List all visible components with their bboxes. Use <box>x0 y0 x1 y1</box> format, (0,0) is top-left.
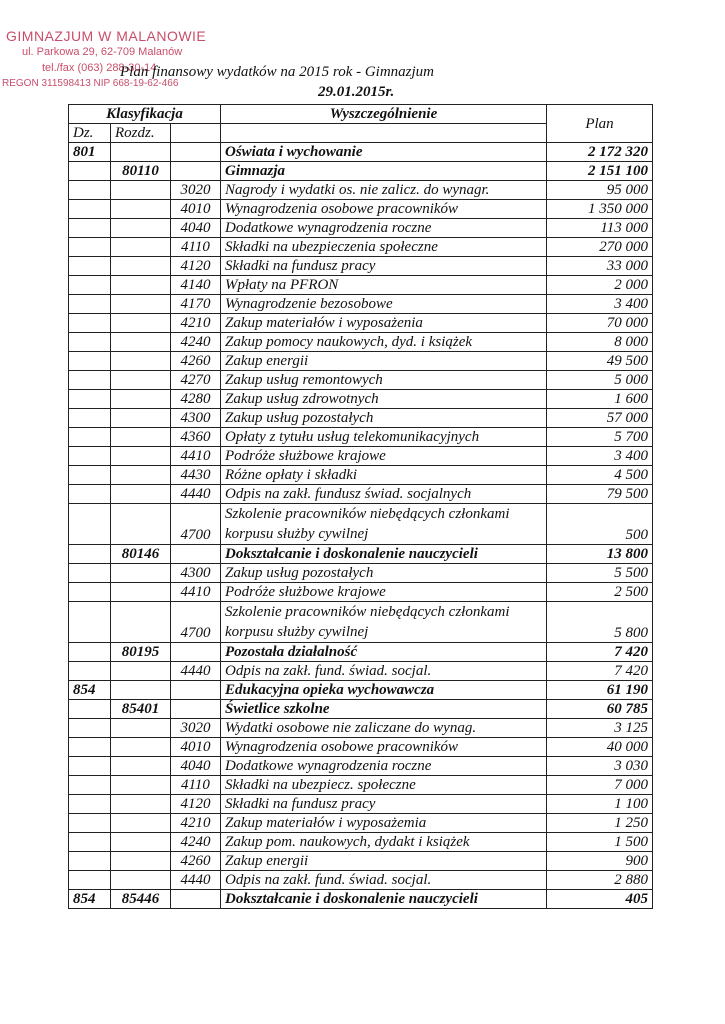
cell-dz <box>69 314 111 333</box>
cell-paragraf: 4040 <box>171 757 221 776</box>
cell-plan: 49 500 <box>547 352 653 371</box>
cell-description: Szkolenie pracowników niebędących członkami korpusu służby cywilnej <box>221 504 547 545</box>
cell-description: Dodatkowe wynagrodzenia roczne <box>221 757 547 776</box>
cell-dz <box>69 238 111 257</box>
cell-plan: 79 500 <box>547 485 653 504</box>
table-row <box>69 181 653 200</box>
cell-dz <box>69 852 111 871</box>
cell-paragraf: 4300 <box>171 564 221 583</box>
table-row <box>69 852 653 871</box>
cell-plan: 5 000 <box>547 371 653 390</box>
cell-plan: 2 000 <box>547 276 653 295</box>
cell-paragraf <box>171 143 221 162</box>
cell-paragraf: 4700 <box>171 602 221 643</box>
cell-description: Wydatki osobowe nie zaliczane do wynag. <box>221 719 547 738</box>
table-row <box>69 602 653 643</box>
cell-dz <box>69 333 111 352</box>
cell-dz <box>69 662 111 681</box>
cell-paragraf: 4430 <box>171 466 221 485</box>
cell-rozdz <box>111 143 171 162</box>
cell-rozdz <box>111 219 171 238</box>
cell-dz <box>69 814 111 833</box>
cell-paragraf: 4440 <box>171 662 221 681</box>
cell-paragraf <box>171 890 221 909</box>
cell-rozdz <box>111 447 171 466</box>
cell-rozdz <box>111 333 171 352</box>
stamp-line-name: GIMNAZJUM W MALANOWIE <box>6 28 207 44</box>
cell-rozdz <box>111 504 171 545</box>
table-row <box>69 871 653 890</box>
table-row <box>69 238 653 257</box>
table-row <box>69 295 653 314</box>
cell-paragraf: 4010 <box>171 200 221 219</box>
cell-rozdz: 80146 <box>111 545 171 564</box>
cell-plan: 40 000 <box>547 738 653 757</box>
cell-plan: 57 000 <box>547 409 653 428</box>
cell-rozdz <box>111 833 171 852</box>
cell-dz <box>69 795 111 814</box>
cell-plan: 270 000 <box>547 238 653 257</box>
table-row <box>69 700 653 719</box>
cell-dz <box>69 295 111 314</box>
cell-dz <box>69 352 111 371</box>
cell-dz <box>69 200 111 219</box>
cell-rozdz <box>111 238 171 257</box>
cell-description: Składki na fundusz pracy <box>221 795 547 814</box>
table-body <box>69 143 653 909</box>
cell-rozdz <box>111 295 171 314</box>
table-row <box>69 545 653 564</box>
cell-dz <box>69 776 111 795</box>
cell-dz <box>69 162 111 181</box>
cell-rozdz <box>111 871 171 890</box>
cell-description: Opłaty z tytułu usług telekomunikacyjnych <box>221 428 547 447</box>
cell-rozdz <box>111 276 171 295</box>
cell-description: Zakup usług remontowych <box>221 371 547 390</box>
stamp-line-address: ul. Parkowa 29, 62-709 Malanów <box>22 46 183 58</box>
cell-paragraf: 4120 <box>171 795 221 814</box>
cell-dz <box>69 833 111 852</box>
cell-plan: 2 172 320 <box>547 143 653 162</box>
cell-plan: 3 030 <box>547 757 653 776</box>
cell-plan: 60 785 <box>547 700 653 719</box>
cell-plan: 3 125 <box>547 719 653 738</box>
table-row <box>69 757 653 776</box>
table-row <box>69 485 653 504</box>
table-row <box>69 662 653 681</box>
cell-dz <box>69 719 111 738</box>
table-row <box>69 564 653 583</box>
cell-dz: 854 <box>69 890 111 909</box>
cell-dz <box>69 257 111 276</box>
cell-plan: 113 000 <box>547 219 653 238</box>
table-row <box>69 390 653 409</box>
cell-paragraf: 4210 <box>171 814 221 833</box>
cell-rozdz <box>111 466 171 485</box>
cell-paragraf: 4170 <box>171 295 221 314</box>
cell-description: Zakup materiałów i wyposażenia <box>221 314 547 333</box>
document-date: 29.01.2015r. <box>318 84 395 100</box>
cell-description: Pozostała działalność <box>221 643 547 662</box>
header-empty <box>221 124 547 143</box>
cell-dz <box>69 564 111 583</box>
cell-description: Wynagrodzenia osobowe pracowników <box>221 738 547 757</box>
cell-dz <box>69 390 111 409</box>
table-row <box>69 333 653 352</box>
table-row <box>69 890 653 909</box>
cell-rozdz: 80110 <box>111 162 171 181</box>
cell-rozdz <box>111 738 171 757</box>
cell-rozdz <box>111 371 171 390</box>
cell-dz: 801 <box>69 143 111 162</box>
cell-description: Wynagrodzenie bezosobowe <box>221 295 547 314</box>
table-row <box>69 719 653 738</box>
table-row <box>69 583 653 602</box>
cell-rozdz <box>111 719 171 738</box>
cell-description: Składki na ubezpiecz. społeczne <box>221 776 547 795</box>
cell-description: Zakup materiałów i wyposażemia <box>221 814 547 833</box>
cell-description: Dodatkowe wynagrodzenia roczne <box>221 219 547 238</box>
cell-plan: 1 100 <box>547 795 653 814</box>
stamp-line-regon: REGON 311598413 NIP 668-19-62-466 <box>2 78 179 89</box>
cell-rozdz <box>111 564 171 583</box>
cell-rozdz <box>111 814 171 833</box>
cell-plan: 7 420 <box>547 662 653 681</box>
table-row <box>69 504 653 545</box>
cell-plan: 33 000 <box>547 257 653 276</box>
cell-rozdz <box>111 583 171 602</box>
table-row <box>69 162 653 181</box>
header-plan: Plan <box>547 105 653 143</box>
cell-dz <box>69 871 111 890</box>
cell-plan: 7 000 <box>547 776 653 795</box>
cell-rozdz <box>111 257 171 276</box>
table-row <box>69 409 653 428</box>
cell-rozdz <box>111 314 171 333</box>
cell-paragraf <box>171 162 221 181</box>
cell-paragraf: 4300 <box>171 409 221 428</box>
cell-dz <box>69 504 111 545</box>
cell-rozdz: 85446 <box>111 890 171 909</box>
cell-plan: 500 <box>547 504 653 545</box>
cell-description: Zakup pomocy naukowych, dyd. i książek <box>221 333 547 352</box>
cell-dz <box>69 181 111 200</box>
cell-description: Zakup energii <box>221 352 547 371</box>
cell-plan: 3 400 <box>547 447 653 466</box>
cell-description: Nagrody i wydatki os. nie zalicz. do wynagr. <box>221 181 547 200</box>
table-row <box>69 352 653 371</box>
cell-plan: 2 500 <box>547 583 653 602</box>
cell-plan: 61 190 <box>547 681 653 700</box>
cell-rozdz <box>111 485 171 504</box>
cell-rozdz <box>111 852 171 871</box>
cell-description: Zakup usług zdrowotnych <box>221 390 547 409</box>
cell-rozdz <box>111 352 171 371</box>
cell-paragraf <box>171 545 221 564</box>
header-klasyfikacja: Klasyfikacja <box>69 105 221 124</box>
cell-rozdz <box>111 428 171 447</box>
table-row <box>69 200 653 219</box>
cell-paragraf: 4440 <box>171 485 221 504</box>
cell-rozdz <box>111 681 171 700</box>
cell-dz: 854 <box>69 681 111 700</box>
cell-paragraf: 4410 <box>171 583 221 602</box>
cell-description: Edukacyjna opieka wychowawcza <box>221 681 547 700</box>
table-row <box>69 314 653 333</box>
cell-paragraf: 4010 <box>171 738 221 757</box>
cell-dz <box>69 485 111 504</box>
cell-rozdz <box>111 409 171 428</box>
cell-description: Szkolenie pracowników niebędących członkami korpusu służby cywilnej <box>221 602 547 643</box>
cell-description: Zakup energii <box>221 852 547 871</box>
cell-paragraf: 4700 <box>171 504 221 545</box>
table-row <box>69 795 653 814</box>
cell-paragraf: 4410 <box>171 447 221 466</box>
cell-description: Dokształcanie i doskonalenie nauczycieli <box>221 890 547 909</box>
cell-description: Dokształcanie i doskonalenie nauczycieli <box>221 545 547 564</box>
cell-rozdz <box>111 662 171 681</box>
cell-plan: 5 800 <box>547 602 653 643</box>
header-rozdz: Rozdz. <box>111 124 171 143</box>
header-wyszczegolnienie: Wyszczególnienie <box>221 105 547 124</box>
cell-paragraf: 4110 <box>171 238 221 257</box>
cell-plan: 7 420 <box>547 643 653 662</box>
cell-rozdz <box>111 200 171 219</box>
cell-dz <box>69 466 111 485</box>
table-row <box>69 776 653 795</box>
cell-description: Odpis na zakł. fundusz świad. socjalnych <box>221 485 547 504</box>
cell-paragraf <box>171 700 221 719</box>
cell-description: Składki na ubezpieczenia społeczne <box>221 238 547 257</box>
cell-paragraf <box>171 681 221 700</box>
table-row <box>69 276 653 295</box>
cell-plan: 4 500 <box>547 466 653 485</box>
table-row <box>69 447 653 466</box>
cell-description: Składki na fundusz pracy <box>221 257 547 276</box>
header-par <box>171 124 221 143</box>
cell-dz <box>69 545 111 564</box>
cell-dz <box>69 738 111 757</box>
cell-description: Podróże służbowe krajowe <box>221 583 547 602</box>
cell-paragraf: 3020 <box>171 719 221 738</box>
cell-dz <box>69 602 111 643</box>
cell-plan: 3 400 <box>547 295 653 314</box>
table-row <box>69 814 653 833</box>
cell-plan: 13 800 <box>547 545 653 564</box>
cell-description: Wpłaty na PFRON <box>221 276 547 295</box>
cell-plan: 1 600 <box>547 390 653 409</box>
cell-dz <box>69 276 111 295</box>
table-row <box>69 371 653 390</box>
cell-plan: 405 <box>547 890 653 909</box>
cell-plan: 8 000 <box>547 333 653 352</box>
cell-rozdz <box>111 181 171 200</box>
cell-description: Odpis na zakł. fund. świad. socjal. <box>221 871 547 890</box>
cell-paragraf: 4040 <box>171 219 221 238</box>
table-row <box>69 219 653 238</box>
cell-paragraf: 4110 <box>171 776 221 795</box>
table-row <box>69 833 653 852</box>
document-title: Plan finansowy wydatków na 2015 rok - Gimnazjum <box>120 64 435 80</box>
cell-description: Świetlice szkolne <box>221 700 547 719</box>
cell-plan: 2 151 100 <box>547 162 653 181</box>
cell-description: Zakup usług pozostałych <box>221 564 547 583</box>
cell-description: Podróże służbowe krajowe <box>221 447 547 466</box>
cell-description: Oświata i wychowanie <box>221 143 547 162</box>
cell-dz <box>69 219 111 238</box>
cell-dz <box>69 371 111 390</box>
cell-dz <box>69 428 111 447</box>
header-dz: Dz. <box>69 124 111 143</box>
school-stamp <box>2 28 206 92</box>
cell-plan: 70 000 <box>547 314 653 333</box>
cell-dz <box>69 643 111 662</box>
cell-dz <box>69 583 111 602</box>
cell-rozdz <box>111 757 171 776</box>
table-row <box>69 143 653 162</box>
cell-description: Odpis na zakł. fund. świad. socjal. <box>221 662 547 681</box>
cell-paragraf: 4280 <box>171 390 221 409</box>
cell-paragraf: 4240 <box>171 833 221 852</box>
cell-dz <box>69 409 111 428</box>
cell-plan: 1 350 000 <box>547 200 653 219</box>
cell-plan: 95 000 <box>547 181 653 200</box>
cell-paragraf: 4260 <box>171 852 221 871</box>
cell-paragraf: 4120 <box>171 257 221 276</box>
cell-rozdz <box>111 776 171 795</box>
table-row <box>69 428 653 447</box>
cell-description: Zakup pom. naukowych, dydakt i książek <box>221 833 547 852</box>
cell-description: Wynagrodzenia osobowe pracowników <box>221 200 547 219</box>
cell-dz <box>69 757 111 776</box>
cell-paragraf: 4260 <box>171 352 221 371</box>
budget-table <box>68 104 653 909</box>
cell-paragraf: 4240 <box>171 333 221 352</box>
table-row <box>69 738 653 757</box>
cell-paragraf: 4140 <box>171 276 221 295</box>
cell-plan: 1 250 <box>547 814 653 833</box>
cell-paragraf: 4270 <box>171 371 221 390</box>
cell-plan: 1 500 <box>547 833 653 852</box>
cell-dz <box>69 700 111 719</box>
cell-description: Gimnazja <box>221 162 547 181</box>
cell-rozdz: 85401 <box>111 700 171 719</box>
cell-plan: 2 880 <box>547 871 653 890</box>
table-row <box>69 643 653 662</box>
cell-paragraf: 4440 <box>171 871 221 890</box>
cell-paragraf: 4210 <box>171 314 221 333</box>
cell-paragraf: 3020 <box>171 181 221 200</box>
cell-rozdz <box>111 602 171 643</box>
table-row <box>69 257 653 276</box>
table-row <box>69 466 653 485</box>
cell-description: Różne opłaty i składki <box>221 466 547 485</box>
cell-description: Zakup usług pozostałych <box>221 409 547 428</box>
cell-paragraf <box>171 643 221 662</box>
cell-plan: 900 <box>547 852 653 871</box>
cell-rozdz: 80195 <box>111 643 171 662</box>
cell-rozdz <box>111 795 171 814</box>
table-row <box>69 681 653 700</box>
cell-rozdz <box>111 390 171 409</box>
cell-plan: 5 700 <box>547 428 653 447</box>
cell-plan: 5 500 <box>547 564 653 583</box>
cell-paragraf: 4360 <box>171 428 221 447</box>
cell-dz <box>69 447 111 466</box>
stamp-line-phone: tel./fax (063) 288-30-14 <box>42 62 157 74</box>
